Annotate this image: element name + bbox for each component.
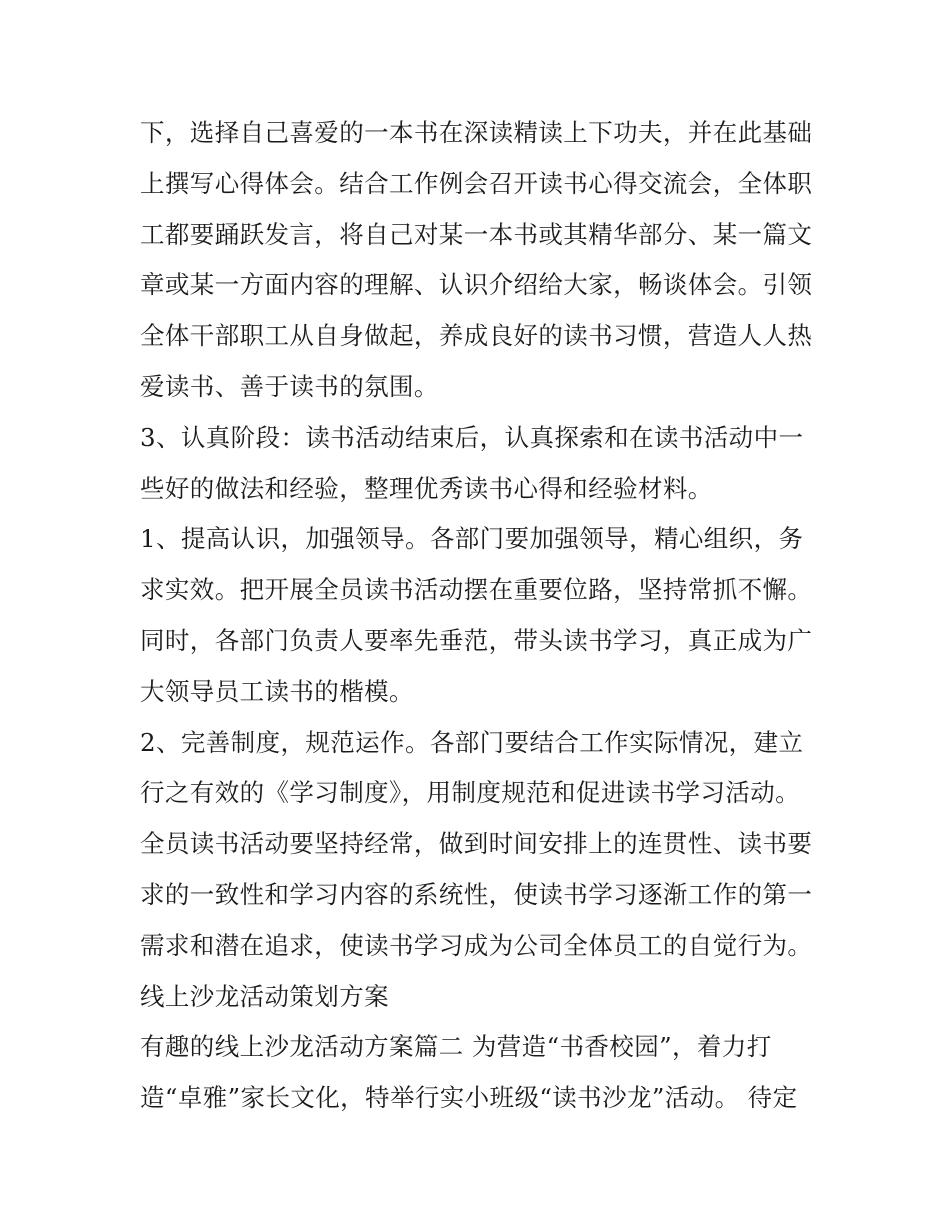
text-line: 有趣的线上沙龙活动方案篇二 为营造“书香校园”，着力打 — [140, 1032, 772, 1062]
section-heading: 线上沙龙活动策划方案 — [140, 981, 389, 1011]
text-line: 上撰写心得体会。结合工作例会召开读书心得交流会，全体职 — [140, 168, 813, 198]
text-line: 行之有效的《学习制度》，用制度规范和促进读书学习活动。 — [140, 778, 801, 808]
text-line: 需求和潜在追求，使读书学习成为公司全体员工的自觉行为。 — [140, 930, 813, 960]
text-line: 大领导员工读书的楷模。 — [140, 676, 414, 706]
text-line: 3、认真阶段：读书活动结束后，认真探索和在读书活动中一 — [140, 422, 804, 452]
text-line: 些好的做法和经验，整理优秀读书心得和经验材料。 — [140, 473, 713, 503]
text-line: 同时，各部门负责人要率先垂范，带头读书学习，真正成为广 — [140, 625, 813, 655]
text-line: 求的一致性和学习内容的系统性，使读书学习逐渐工作的第一 — [140, 879, 813, 909]
text-line: 下，选择自己喜爱的一本书在深读精读上下功夫，并在此基础 — [140, 118, 813, 147]
document-body — [140, 108, 840, 1124]
text-line: 2、完善制度，规范运作。各部门要结合工作实际情况，建立 — [140, 727, 804, 757]
text-line: 求实效。把开展全员读书活动摆在重要位路，坚持常抓不懈。 — [140, 575, 813, 605]
text-line: 1、提高认识，加强领导。各部门要加强领导，精心组织，务 — [140, 524, 804, 554]
text-line: 造“卓雅”家长文化，特举行实小班级“读书沙龙”活动。 待定 — [140, 1083, 798, 1113]
text-line: 章或某一方面内容的理解、认识介绍给大家，畅谈体会。引领 — [140, 270, 813, 300]
text-line: 爱读书、善于读书的氛围。 — [140, 371, 439, 401]
text-line: 全员读书活动要坚持经常，做到时间安排上的连贯性、读书要 — [140, 829, 813, 859]
text-line: 全体干部职工从自身做起，养成良好的读书习惯，营造人人热 — [140, 321, 813, 351]
text-line: 工都要踊跃发言，将自己对某一本书或其精华部分、某一篇文 — [140, 219, 813, 249]
